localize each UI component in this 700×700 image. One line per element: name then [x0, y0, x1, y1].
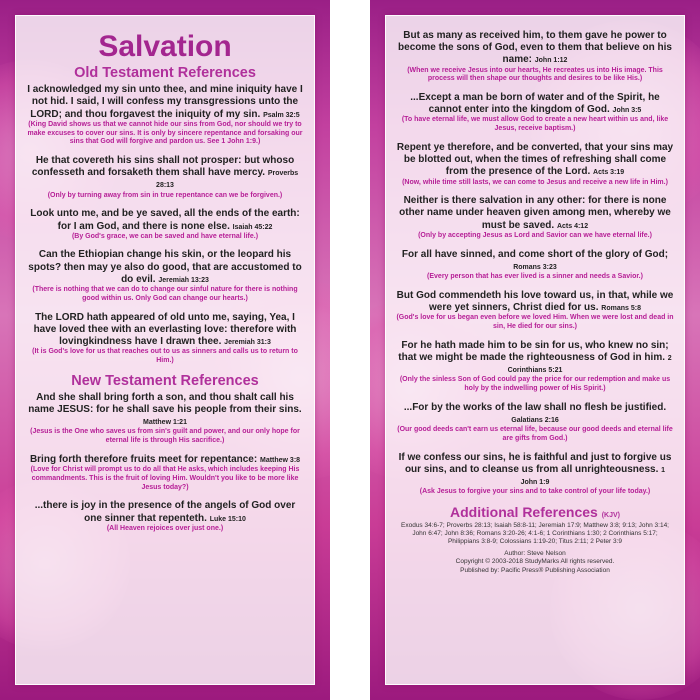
verse-body: ...For by the works of the law shall no flesh be justified.: [403, 401, 667, 413]
verse-body: And she shall bring forth a son, and thou shalt call his name JESUS: for he shall save his people from their sins.: [28, 391, 302, 415]
scripture-block: [26, 155, 304, 200]
verse-reference: Romans 5:8: [601, 304, 641, 312]
scripture-block: [396, 402, 674, 444]
bookmark-panel: [15, 15, 315, 685]
verse-body: Can the Ethiopian change his skin, or the leopard his spots? then may ye also do good, that are accustomed to do evil.: [28, 249, 302, 285]
verse-body: Repent ye therefore, and be converted, that your sins may be blotted out, when the times of refreshing shall come from the presence of the Lord.: [396, 141, 674, 178]
verse-body: He that covereth his sins shall not prosper: but whoso confesseth and forsaketh them shall have mercy.: [31, 155, 295, 179]
nt-list: [26, 392, 304, 534]
verse-text: [26, 208, 304, 232]
scripture-block: [26, 84, 304, 147]
commentary-note: (Only by accepting Jesus as Lord and Savior can we have eternal life.): [418, 231, 652, 239]
verse-body: ...there is joy in the presence of the angels of God over one sinner that repenteth.: [34, 500, 296, 524]
verse-reference: Acts 3:19: [593, 169, 625, 177]
commentary-note: (To have eternal life, we must allow God to create a new heart within us and, like Jesus, receive baptism.): [401, 116, 669, 133]
verse-text: [396, 290, 674, 314]
commentary-note: (Our good deeds can't earn us eternal life, because our good deeds and eternal life are gifts from God.): [397, 426, 673, 442]
verse-text: [26, 454, 304, 466]
commentary-note: (Love for Christ will prompt us to do all that He asks, which includes keeping His commandments. This is the fruit of loving Him. Wouldn't you like to be more like Jesus today?): [30, 466, 300, 491]
bookmark-title: Salvation: [98, 30, 232, 63]
author-line: Author: Steve Nelson: [504, 549, 566, 557]
ot-heading: Old Testament References: [74, 65, 256, 81]
verse-text: [396, 249, 674, 273]
verse-body: But as many as received him, to them gave he power to become the sons of God, even to them that believe on his name:: [398, 30, 672, 66]
commentary-note: (God's love for us began even before we loved Him. When we were lost and dead in sin, He died for our sins.): [396, 314, 674, 330]
credits: [396, 550, 674, 575]
additional-references-list: Exodus 34:6-7; Proverbs 28:13; Isaiah 58:8-11; Jeremiah 17:9; Matthew 3:8; 9:13; John 3:14; John 6:47; John 8:36; Romans 3:20-26; 4:1-6; 1 Corinthians 1:30; 2 Corinthians 5:17; Philippians 3:8-9; Colossians 1:19-20; Titus 2:11; 2 Peter 3:9: [401, 521, 669, 545]
commentary-note: (Every person that has ever lived is a sinner and needs a Savior.): [427, 272, 643, 280]
verse-reference: Galatians 2:16: [511, 416, 559, 424]
additional-references-heading: [396, 505, 674, 520]
verse-text: [396, 402, 674, 426]
verse-body: If we confess our sins, he is faithful and just to forgive us our sins, and to cleanse us from all unrighteousness.: [398, 451, 672, 475]
commentary-note: (King David shows us that we cannot hide our sins from God, nor should we try to make excuses to cover our sins. It is only by sincere repentance and forsaking our sins that God will forgive and pardon us. See 1 John 1:9.): [27, 120, 303, 146]
scripture-block: [26, 500, 304, 533]
commentary-note: (All Heaven rejoices over just one.): [106, 524, 224, 532]
verse-text: [26, 249, 304, 286]
verse-reference: 1 John 1:9: [520, 466, 666, 486]
bookmark-content: [396, 16, 674, 684]
verse-body: Look unto me, and be ye saved, all the ends of the earth: for I am God, and there is none else.: [30, 208, 300, 232]
verse-body: ...Except a man be born of water and of the Spirit, he cannot enter into the kingdom of God.: [410, 92, 660, 116]
scripture-block: [26, 208, 304, 241]
ot-list: [26, 84, 304, 365]
verse-text: [396, 452, 674, 489]
bookmark-right: [370, 0, 700, 700]
nt-heading: New Testament References: [71, 372, 259, 389]
additional-references-label: Additional References: [450, 503, 598, 520]
verse-body: Neither is there salvation in any other: for there is none other name under heaven given among men, whereby we must be saved.: [399, 195, 671, 231]
scripture-block: [26, 454, 304, 492]
scripture-block: [396, 452, 674, 497]
commentary-note: (There is nothing that we can do to change our sinful nature for there is nothing good within us. Only God can change our hearts.): [32, 286, 298, 302]
commentary-note: (Only by turning away from sin in true repentance can we be forgiven.): [47, 191, 283, 199]
verse-text: [26, 312, 304, 349]
verse-reference: Romans 3:23: [513, 263, 557, 271]
verse-text: [396, 92, 674, 116]
bookmark-left: [0, 0, 330, 700]
commentary-note: (It is God's love for us that reaches out to us as sinners and calls us to return to Him.): [32, 348, 298, 364]
verse-text: [26, 155, 304, 192]
copyright-line: Copyright © 2003-2018 StudyMarks All rights reserved.: [455, 558, 615, 566]
verse-text: [396, 340, 674, 377]
verse-reference: Jeremiah 31:3: [224, 338, 271, 346]
publisher-line: Published by: Pacific Press® Publishing Association: [460, 566, 610, 574]
verse-body: But God commendeth his love toward us, in that, while we were yet sinners, Christ died for us.: [396, 289, 674, 313]
commentary-note: (Only the sinless Son of God could pay the price for our redemption and make us holy by the indwelling power of His Spirit.): [399, 376, 671, 392]
scripture-block: [396, 142, 674, 187]
scripture-block: [396, 340, 674, 394]
verse-reference: Isaiah 45:22: [232, 223, 273, 231]
verse-text: [26, 392, 304, 429]
bookmark-content: [26, 16, 304, 684]
verse-body: I acknowledged my sin unto thee, and mine iniquity have I not hid. I said, I will confess my transgressions unto the LORD; and thou forgavest the iniquity of my sin.: [27, 84, 303, 120]
verse-reference: Psalm 32:5: [263, 111, 300, 119]
verse-reference: Jeremiah 13:23: [158, 276, 209, 284]
scripture-block: [26, 249, 304, 303]
bookmark-panel: [385, 15, 685, 685]
commentary-note: (Jesus is the One who saves us from sin's guilt and power, and our only hope for eternal life is through His sacrifice.): [30, 428, 300, 445]
verse-body: The LORD hath appeared of old unto me, saying, Yea, I have loved thee with an everlasting love: therefore with lovingkindness have I drawn thee.: [33, 311, 297, 347]
verse-text: [26, 84, 304, 121]
verse-reference: Matthew 3:8: [259, 456, 301, 464]
verse-text: [396, 30, 674, 67]
verse-body: For all have sinned, and come short of the glory of God;: [401, 248, 669, 260]
scripture-block: [396, 195, 674, 240]
verse-reference: John 1:12: [534, 57, 568, 65]
commentary-note: (When we receive Jesus into our hearts, He recreates us into His image. This process will then shape our thoughts and desires to be like His.): [407, 66, 663, 83]
verse-body: Bring forth therefore fruits meet for repentance:: [29, 453, 258, 465]
scripture-block: [396, 92, 674, 134]
scripture-block: [396, 30, 674, 84]
commentary-note: (By God's grace, we can be saved and have eternal life.): [71, 232, 259, 240]
scripture-block: [396, 290, 674, 332]
verse-text: [26, 500, 304, 524]
verse-reference: Matthew 1:21: [143, 419, 187, 427]
verse-text: [396, 142, 674, 179]
additional-references-version: (KJV): [601, 511, 620, 519]
verse-reference: Proverbs 28:13: [156, 170, 299, 190]
verse-reference: John 3:5: [612, 107, 642, 115]
right-verse-list: [396, 30, 674, 497]
verse-reference: Luke 15:10: [209, 515, 246, 523]
verse-text: [396, 195, 674, 232]
commentary-note: (Ask Jesus to forgive your sins and to take control of your life today.): [419, 488, 651, 496]
scripture-block: [26, 392, 304, 446]
verse-body: For he hath made him to be sin for us, who knew no sin; that we might be made the righteousness of God in him.: [398, 339, 669, 363]
scripture-block: [26, 312, 304, 366]
verse-reference: Acts 4:12: [556, 222, 589, 230]
scripture-block: [396, 249, 674, 282]
commentary-note: (Now, while time still lasts, we can come to Jesus and receive a new life in Him.): [402, 178, 668, 186]
verse-reference: 2 Corinthians 5:21: [507, 354, 672, 374]
